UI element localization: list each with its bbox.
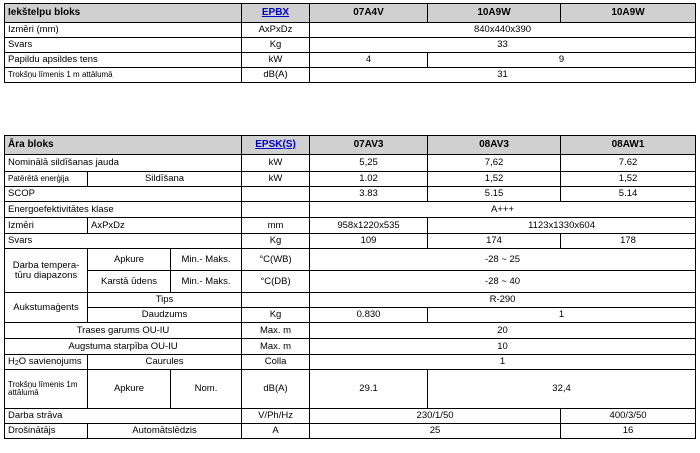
temp-dhw-row [5, 271, 696, 293]
energy-value: A+++ [310, 202, 696, 218]
pipe-length-unit: Max. m [242, 323, 310, 339]
indoor-unit-table [4, 3, 696, 83]
indoor-header-row [5, 4, 696, 23]
current-label: Darba strāva [5, 409, 242, 424]
outdoor-weight-value-1: 109 [310, 234, 428, 249]
indoor-model-3: 10A9W [561, 4, 696, 23]
capacity-value-2: 7,62 [428, 155, 561, 172]
indoor-dims-label: Izmēri (mm) [5, 23, 242, 38]
indoor-code-link[interactable]: EPBX [261, 6, 290, 18]
temp-heat-range: Min.- Maks. [171, 249, 242, 271]
temp-dhw-label: Karstā ūdens [88, 271, 171, 293]
outdoor-code-link[interactable]: EPSK(S) [255, 138, 296, 150]
energy-unit [242, 202, 310, 218]
power-value-3: 1,52 [561, 172, 696, 187]
fuse-unit: A [242, 424, 310, 439]
scop-unit [242, 187, 310, 202]
scop-value-3: 5.14 [561, 187, 696, 202]
outdoor-noise-value-2: 32,4 [428, 370, 696, 409]
height-diff-label: Augstuma starpība OU-IU [5, 339, 242, 355]
temp-heat-value: -28 ~ 25 [310, 249, 696, 271]
outdoor-weight-label: Svars [5, 234, 242, 249]
current-value-1: 230/1/50 [310, 409, 561, 424]
water-rest: O savienojums [18, 355, 82, 367]
outdoor-power-row [5, 172, 696, 187]
outdoor-energy-row [5, 202, 696, 218]
outdoor-noise-value-1: 29.1 [310, 370, 428, 409]
water-connection-unit: Colla [242, 355, 310, 370]
height-diff-unit: Max. m [242, 339, 310, 355]
indoor-weight-unit: Kg [242, 38, 310, 53]
power-sub: Sildīšana [88, 172, 242, 187]
outdoor-model-1: 07AV3 [310, 136, 428, 155]
indoor-code-cell [242, 4, 310, 23]
current-row [5, 409, 696, 424]
water-connection-row [5, 355, 696, 370]
water-connection-sub: Caurules [88, 355, 242, 370]
refrigerant-amount-value-2: 1 [428, 308, 696, 323]
indoor-heater-label: Papildu apsildes tens [5, 53, 242, 68]
outdoor-weight-unit: Kg [242, 234, 310, 249]
indoor-noise-value: 31 [310, 68, 696, 83]
outdoor-title: Āra bloks [5, 136, 242, 155]
refrigerant-type-value: R-290 [310, 293, 696, 308]
fuse-row [5, 424, 696, 439]
outdoor-weight-row [5, 234, 696, 249]
indoor-noise-row [5, 68, 696, 83]
capacity-value-3: 7.62 [561, 155, 696, 172]
scop-label: SCOP [5, 187, 242, 202]
outdoor-weight-value-3: 178 [561, 234, 696, 249]
indoor-heater-row [5, 53, 696, 68]
outdoor-capacity-row [5, 155, 696, 172]
outdoor-noise-sub2: Nom. [171, 370, 242, 409]
refrigerant-label: Aukstumaģents [5, 293, 88, 323]
pipe-length-label: Trases garums OU-IU [5, 323, 242, 339]
energy-label: Energoefektivitātes klase [5, 202, 242, 218]
outdoor-dims-sub: AxPxDz [88, 218, 242, 234]
fuse-value-1: 25 [310, 424, 561, 439]
outdoor-scop-row [5, 187, 696, 202]
temp-heat-unit: °C(WB) [242, 249, 310, 271]
outdoor-model-3: 08AW1 [561, 136, 696, 155]
refrigerant-type-row [5, 293, 696, 308]
outdoor-header-row [5, 136, 696, 155]
indoor-title: Iekštelpu bloks [5, 4, 242, 23]
temp-heat-row [5, 249, 696, 271]
height-diff-value: 10 [310, 339, 696, 355]
water-connection-value: 1 [310, 355, 696, 370]
power-label: Patērētā enerģija [5, 172, 88, 187]
water-connection-label [5, 355, 88, 370]
indoor-weight-row [5, 38, 696, 53]
indoor-weight-value: 33 [310, 38, 696, 53]
refrigerant-type-unit [242, 293, 310, 308]
outdoor-dims-unit: mm [242, 218, 310, 234]
temp-range-label: Darba tempera-tūru diapazons [5, 249, 88, 293]
temp-dhw-range: Min.- Maks. [171, 271, 242, 293]
outdoor-noise-row [5, 370, 696, 409]
fuse-sub: Automātslēdzis [88, 424, 242, 439]
indoor-dims-unit: AxPxDz [242, 23, 310, 38]
capacity-label: Nominālā sildīšanas jauda [5, 155, 242, 172]
indoor-model-2: 10A9W [428, 4, 561, 23]
outdoor-model-2: 08AV3 [428, 136, 561, 155]
fuse-label: Drošinātājs [5, 424, 88, 439]
refrigerant-amount-row [5, 308, 696, 323]
capacity-unit: kW [242, 155, 310, 172]
power-value-1: 1.02 [310, 172, 428, 187]
pipe-length-value: 20 [310, 323, 696, 339]
indoor-heater-value-1: 4 [310, 53, 428, 68]
outdoor-code-cell [242, 136, 310, 155]
current-value-2: 400/3/50 [561, 409, 696, 424]
refrigerant-amount-unit: Kg [242, 308, 310, 323]
indoor-heater-value-2: 9 [428, 53, 696, 68]
indoor-dims-value: 840x440x390 [310, 23, 696, 38]
outdoor-noise-unit: dB(A) [242, 370, 310, 409]
pipe-length-row [5, 323, 696, 339]
indoor-noise-label: Trokšņu līmenis 1 m attālumā [5, 68, 242, 83]
scop-value-1: 3.83 [310, 187, 428, 202]
refrigerant-amount-value-1: 0.830 [310, 308, 428, 323]
indoor-model-1: 07A4V [310, 4, 428, 23]
scop-value-2: 5.15 [428, 187, 561, 202]
indoor-weight-label: Svars [5, 38, 242, 53]
power-value-2: 1,52 [428, 172, 561, 187]
temp-heat-label: Apkure [88, 249, 171, 271]
indoor-dims-row [5, 23, 696, 38]
water-h: H [8, 355, 15, 367]
current-unit: V/Ph/Hz [242, 409, 310, 424]
outdoor-dims-row [5, 218, 696, 234]
height-diff-row [5, 339, 696, 355]
outdoor-unit-table [4, 135, 696, 439]
indoor-noise-unit: dB(A) [242, 68, 310, 83]
water-subscript: 2 [14, 359, 19, 367]
power-unit: kW [242, 172, 310, 187]
indoor-heater-unit: kW [242, 53, 310, 68]
outdoor-dims-value-2: 1123x1330x604 [428, 218, 696, 234]
fuse-value-2: 16 [561, 424, 696, 439]
refrigerant-type-label: Tips [88, 293, 242, 308]
refrigerant-amount-label: Daudzums [88, 308, 242, 323]
capacity-value-1: 5,25 [310, 155, 428, 172]
outdoor-weight-value-2: 174 [428, 234, 561, 249]
temp-dhw-unit: °C(DB) [242, 271, 310, 293]
outdoor-noise-label: Trokšņu līmenis 1m attālumā [5, 370, 88, 409]
temp-dhw-value: -28 ~ 40 [310, 271, 696, 293]
outdoor-dims-label: Izmēri [5, 218, 88, 234]
outdoor-noise-sub1: Apkure [88, 370, 171, 409]
outdoor-dims-value-1: 958x1220x535 [310, 218, 428, 234]
